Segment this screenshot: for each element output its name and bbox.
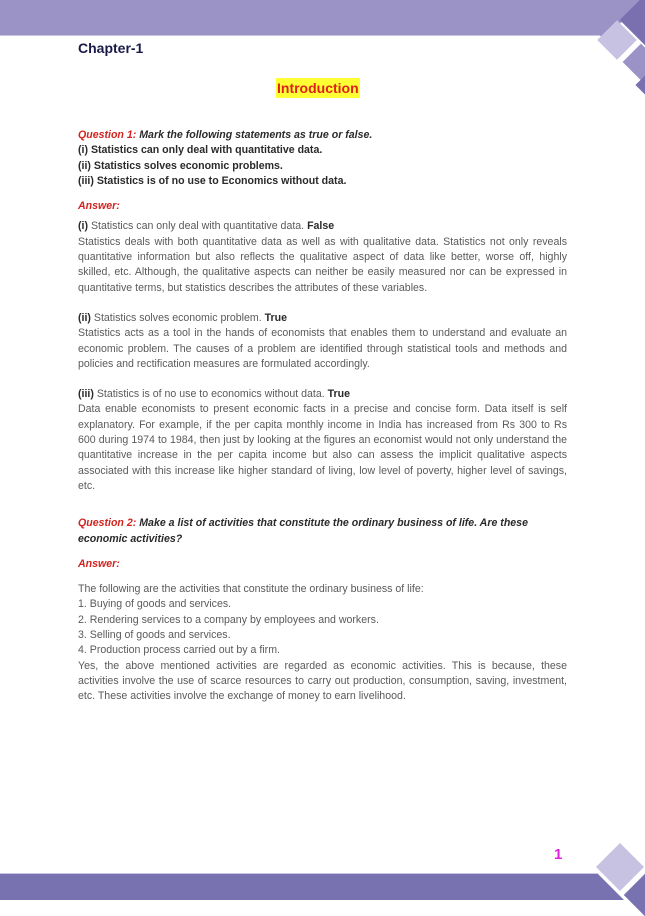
answer-explanation-2: Statistics acts as a tool in the hands of economists that enables them to understand and evaluate an economic problem. The causes of a problem are identified through statistical tools and methods and policies and rectification measures are formulated accordingly. (78, 327, 567, 370)
answer-heading-2 (78, 311, 567, 326)
question-label: Question 1: (78, 129, 137, 141)
answer-verdict: False (307, 220, 335, 233)
answer-label: Answer: (78, 557, 120, 570)
header-band (0, 0, 645, 36)
chapter-heading: Chapter-1 (78, 40, 144, 56)
answer-number: (ii) (78, 311, 91, 324)
list-item: 3. Selling of goods and services. (78, 629, 231, 642)
question-2 (78, 516, 567, 547)
answer-explanation-1: Statistics deals with both quantitative data as well as with qualitative data. Statistics not only reveals quantitative information but also reflects the qualitative aspect of data like better, worse off, highly skilled, etc. Although, the qualitative aspects can neither be easily measured nor can be expressed in quantitative terms, but statistics describes the attributes of these variables. (78, 235, 567, 294)
list-item: 1. Buying of goods and services. (78, 598, 232, 611)
page-number: 1 (554, 846, 563, 863)
list-item: 2. Rendering services to a company by employees and workers. (78, 613, 379, 626)
statement-2: (ii) Statistics solves economic problems. (78, 159, 283, 172)
footer-band-edge (0, 873, 598, 874)
statement-3: (iii) Statistics is of no use to Economics without data. (78, 174, 347, 187)
question-label: Question 2: (78, 517, 137, 530)
question-text: Mark the following statements as true or false. (139, 129, 373, 141)
header-band-edge (0, 35, 600, 36)
answer-heading-3 (78, 387, 567, 402)
question-text: Make a list of activities that constitute the ordinary business of life. Are these economic activities? (78, 517, 528, 545)
statement-1: (i) Statistics can only deal with quantitative data. (78, 144, 323, 157)
page-title: Introduction (277, 80, 359, 96)
list-item: 4. Production process carried out by a firm. (78, 644, 280, 657)
answer-label: Answer: (78, 200, 120, 213)
answer-conclusion: Yes, the above mentioned activities are regarded as economic activities. This is because, these activities involve the use of scarce resources to carry out production, consumption, saving, investment, etc. These activities involve the exchange of money to earn livelihood. (78, 659, 567, 703)
answer-number: (i) (78, 220, 88, 233)
answer-statement: Statistics is of no use to economics without data. (93, 388, 328, 401)
answer-statement: Statistics solves economic problem. (90, 311, 265, 324)
answer-verdict: True (264, 311, 288, 324)
answer-explanation-3: Data enable economists to present economic facts in a precise and concise form. Data itself is self explanatory. For example, if the per capita monthly income in India has increased from Rs 300 to Rs 600 during 1974 to 1984, then just by looking at the figures an economist would not only understand the quantitative increase in the per capita income but also can assess the implicit qualitative aspects associated with this increase like higher standard of living, low level of poverty, higher level of savings, etc. (78, 403, 567, 492)
answer-number: (iii) (78, 388, 94, 401)
answer-statement: Statistics can only deal with quantitative data. (88, 220, 308, 233)
footer-band (0, 874, 645, 900)
document-body (78, 128, 567, 705)
answer-heading-1 (78, 219, 567, 234)
answer-intro: The following are the activities that constitute the ordinary business of life: (78, 583, 424, 596)
question-1 (78, 128, 567, 143)
answer-verdict: True (327, 388, 351, 401)
